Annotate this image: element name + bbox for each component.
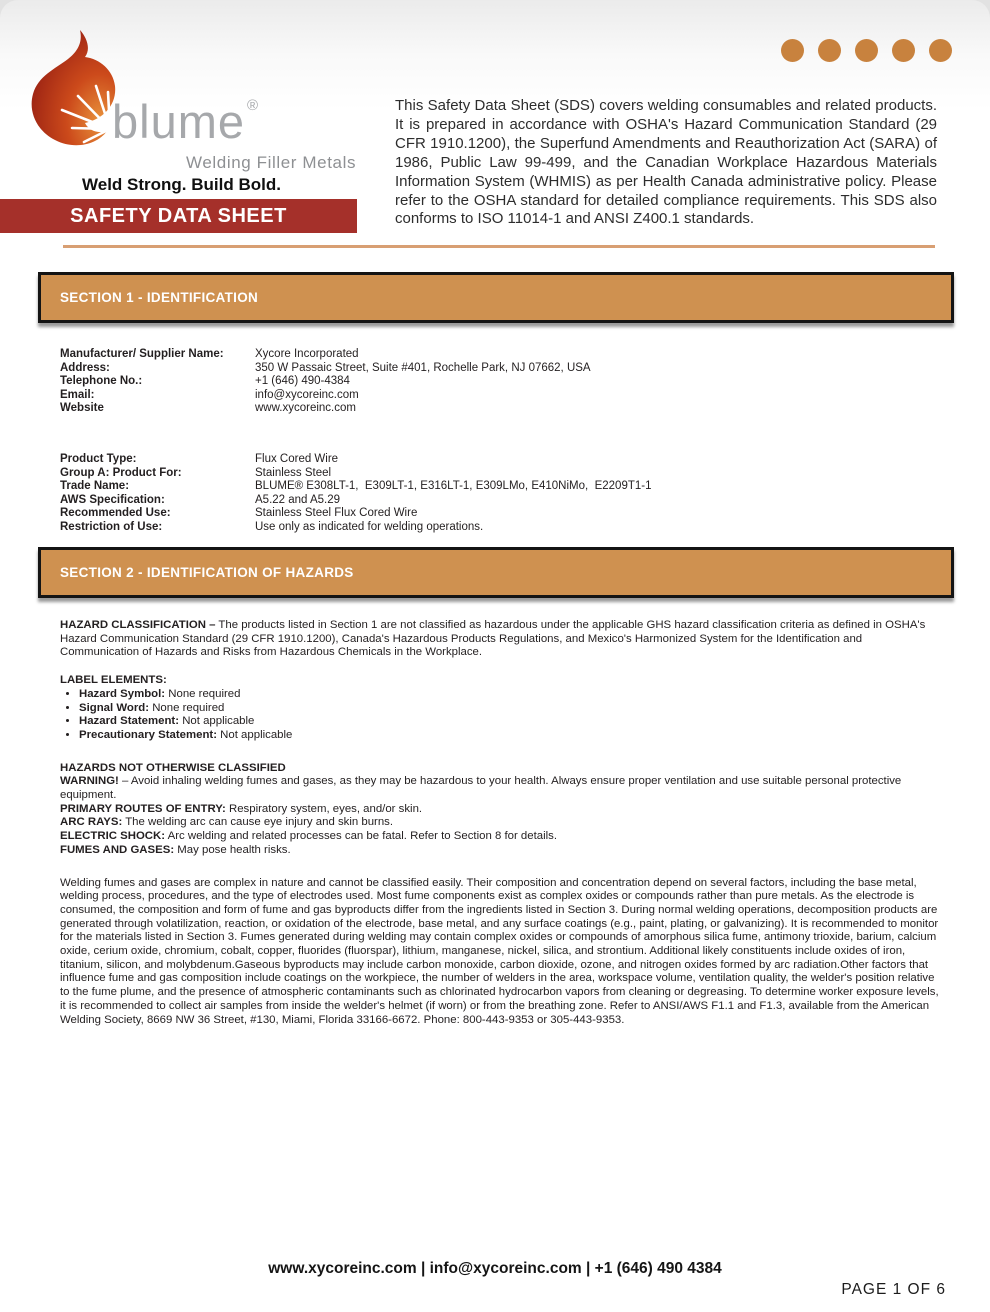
label-element-item: [79, 715, 941, 729]
routes-list: [60, 803, 941, 858]
brand-name-text: blume: [112, 95, 246, 148]
label-element-value: None required: [168, 687, 241, 700]
route-line: [60, 816, 941, 830]
route-value: Respiratory system, eyes, and/or skin.: [228, 802, 423, 815]
info-label: Restriction of Use:: [60, 520, 163, 533]
section2-content: [60, 619, 941, 1027]
section2-header: SECTION 2 - IDENTIFICATION OF HAZARDS: [38, 547, 954, 598]
route-line: [60, 830, 941, 844]
brand-wordmark: [112, 95, 260, 148]
info-label: Email:: [60, 388, 95, 401]
label-element-name: Signal Word:: [79, 701, 150, 714]
accent-dot-icon: [929, 39, 952, 62]
brand-subtitle: Welding Filler Metals: [186, 153, 357, 172]
info-value: www.xycoreinc.com: [255, 402, 356, 415]
accent-dots: [781, 39, 952, 62]
route-value: The welding arc can cause eye injury and skin burns.: [125, 816, 394, 829]
info-label: Manufacturer/ Supplier Name:: [60, 348, 224, 360]
label-element-value: Not applicable: [220, 728, 293, 741]
footer-contact: www.xycoreinc.com | info@xycoreinc.com | +1 (646) 490 4384: [268, 1260, 722, 1277]
info-value: info@xycoreinc.com: [255, 388, 359, 401]
info-value: Flux Cored Wire: [255, 453, 339, 465]
label-element-name: Hazard Statement:: [79, 715, 180, 728]
accent-dot-icon: [781, 39, 804, 62]
hazard-classification-label: HAZARD CLASSIFICATION –: [60, 619, 216, 631]
info-value: Xycore Incorporated: [255, 348, 359, 360]
page-number: PAGE 1 OF 6: [841, 1281, 946, 1298]
info-value: +1 (646) 490-4384: [255, 375, 350, 388]
label-element-item: [79, 729, 941, 743]
route-line: [60, 803, 941, 817]
label-element-name: Precautionary Statement:: [79, 728, 217, 741]
label-element-value: Not applicable: [182, 715, 255, 728]
info-row: [60, 402, 591, 416]
intro-paragraph: This Safety Data Sheet (SDS) covers welding consumables and related products. It is prepared in accordance with OSHA's Hazard Communication Standard (29 CFR 1910.1200), the Superfund Amendments and Reauthorization Act (SARA) of 1986, Public Law 99-499, and the Canadian Workplace Hazardous Materials Information System (WHMIS) as per Health Canada administrative policy. Please refer to the OSHA standard for detailed compliance requirements. This SDS also conforms to ISO 11014-1 and ANSI Z400.1 standards.: [395, 97, 937, 228]
accent-dot-icon: [892, 39, 915, 62]
info-row: [60, 467, 652, 481]
label-elements-list: [60, 688, 941, 743]
info-value: Stainless Steel: [255, 466, 332, 479]
info-label: Telephone No.:: [60, 375, 143, 388]
info-label: AWS Specification:: [60, 493, 165, 506]
label-elements-heading: LABEL ELEMENTS:: [60, 674, 167, 687]
supplier-info-block: [60, 348, 591, 416]
hnoc-heading: HAZARDS NOT OTHERWISE CLASSIFIED: [60, 761, 286, 774]
warning-label: WARNING!: [60, 775, 119, 788]
info-value: Stainless Steel Flux Cored Wire: [255, 507, 418, 520]
info-row: [60, 362, 591, 376]
info-row: [60, 480, 652, 494]
registered-mark: ®: [247, 97, 260, 114]
product-info-block: [60, 453, 652, 535]
info-label: Address:: [60, 361, 110, 374]
label-element-value: None required: [152, 701, 225, 714]
info-value: 350 W Passaic Street, Suite #401, Rochelle Park, NJ 07662, USA: [255, 361, 591, 374]
info-value: Use only as indicated for welding operations.: [255, 520, 484, 533]
info-value: BLUME® E308LT-1, E309LT-1, E316LT-1, E309LMo, E410NiMo, E2209T1-1: [255, 480, 652, 493]
label-element-name: Hazard Symbol:: [79, 687, 166, 700]
brand-tagline: Weld Strong. Build Bold.: [82, 175, 281, 194]
info-row: [60, 348, 591, 362]
info-row: [60, 389, 591, 403]
info-row: [60, 507, 652, 521]
info-label: Recommended Use:: [60, 507, 171, 520]
info-label: Group A: Product For:: [60, 466, 182, 479]
hazard-classification-paragraph: HAZARD CLASSIFICATION – The products listed in Section 1 are not classified as hazardous under the applicable GHS hazard classification criteria as defined in OSHA's Hazard Communication Standard (29 CFR 1910.1200), Canada's Hazardous Products Regulations, and Mexico's Harmonized System for the Identification and Communication of Hazards and Risks from Hazardous Chemicals in the Workplace.: [60, 619, 926, 659]
info-label: Trade Name:: [60, 480, 130, 493]
info-row: [60, 375, 591, 389]
route-label: PRIMARY ROUTES OF ENTRY:: [60, 802, 226, 815]
warning-paragraph: WARNING! – Avoid inhaling welding fumes and gases, as they may be hazardous to your health. Always ensure proper ventilation and use suitable personal protective equipment.: [60, 775, 902, 802]
info-label: Website: [60, 402, 104, 415]
route-label: FUMES AND GASES:: [60, 843, 175, 856]
label-element-item: [79, 688, 941, 702]
info-row: [60, 494, 652, 508]
label-element-item: [79, 702, 941, 716]
header-divider: [63, 245, 935, 248]
info-value: A5.22 and A5.29: [255, 493, 341, 506]
route-value: Arc welding and related processes can be fatal. Refer to Section 8 for details.: [167, 830, 557, 843]
route-line: [60, 844, 941, 858]
sds-title-banner: SAFETY DATA SHEET: [0, 199, 357, 233]
info-label: Product Type:: [60, 453, 137, 465]
info-row: [60, 521, 652, 535]
info-row: [60, 453, 652, 467]
section1-header: SECTION 1 - IDENTIFICATION: [38, 272, 954, 323]
accent-dot-icon: [855, 39, 878, 62]
route-label: ELECTRIC SHOCK:: [60, 830, 166, 843]
accent-dot-icon: [818, 39, 841, 62]
fumes-paragraph: Welding fumes and gases are complex in nature and cannot be classified easily. Their composition and concentration depend on several factors, including the base metal, welding process, procedures, and the type of electrodes used. Most fume components exist as complex oxides or compounds rather than pure metals. As the electrode is consumed, the composition and form of fume and gas byproducts differ from the ingredients listed in Section 3. During normal welding operations, decomposition products are generated through volatilization, reaction, or oxidation of the electrode, base metal, and any surface coatings (e.g., paint, plating, or galvanizing). It is recommended to monitor for the materials listed in Section 3. Fumes generated during welding may contain complex oxides or compounds of amorphous silica fume, antimony trioxide, barium, calcium oxide, cerium oxide, chromium, cobalt, copper, fluorides (fluorspar), lithium, manganese, nickel, silica, and strontium. Additional likely constituents include oxides of iron, titanium, silicon, and molybdenum.Gaseous byproducts may include carbon monoxide, carbon dioxide, ozone, and nitrogen oxides formed by arc radiation.Other factors that influence fume and gas composition include coatings on the workpiece, the number of welders in the area, workspace volume, ventilation quality, the welder's position relative to the fume plume, and the presence of atmospheric contaminants such as chlorinated hydrocarbon vapors from cleaning or degreasing. To determine worker exposure levels, it is recommended to collect air samples from inside the welder's helmet (if worn) or from the breathing zone. Refer to ANSI/AWS F1.1 and F1.3, available from the American Welding Society, 8669 NW 36 Street, #130, Miami, Florida 33166-6672. Phone: 800-443-9353 or 305-443-9353.: [60, 876, 939, 1026]
route-label: ARC RAYS:: [60, 816, 123, 829]
route-value: May pose health risks.: [177, 843, 291, 856]
